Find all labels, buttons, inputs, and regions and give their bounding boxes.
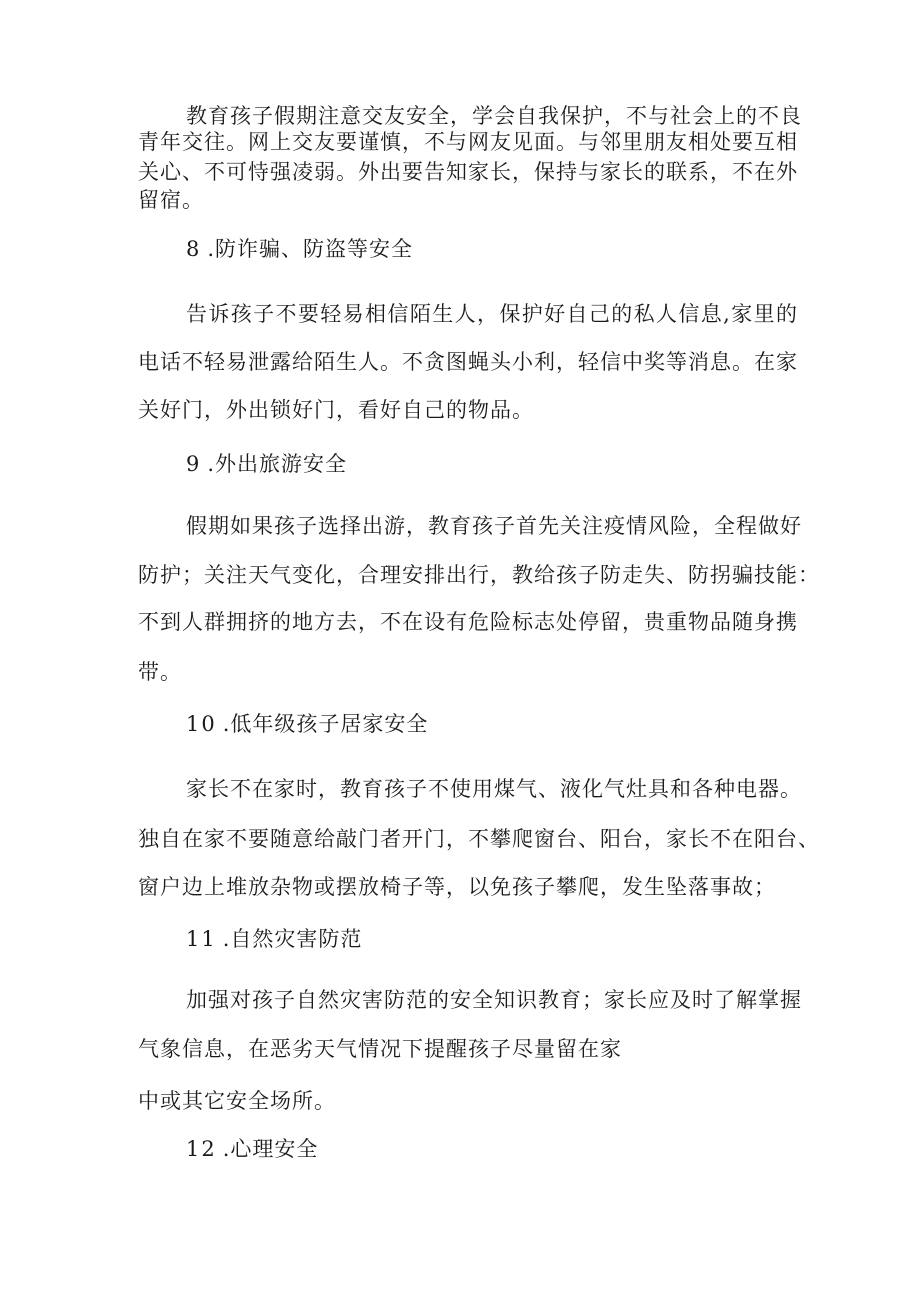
- paragraph-line: 关好门，外出锁好门，看好自己的物品。: [138, 398, 534, 422]
- paragraph-line: 气象信息，在恶劣天气情况下提醒孩子尽量留在家: [138, 1037, 622, 1061]
- paragraph-line: 家长不在家时，教育孩子不使用煤气、液化气灶具和各种电器。: [186, 777, 802, 801]
- paragraph-line: 假期如果孩子选择出游，教育孩子首先关注疫情风险，全程做好: [186, 514, 802, 538]
- paragraph-line: 不到人群拥挤的地方去，不在设有危险标志处停留，贵重物品随身携: [138, 610, 798, 634]
- section-number: 11: [186, 927, 217, 951]
- paragraph-line: 电话不轻易泄露给陌生人。不贪图蝇头小利，轻信中奖等消息。在家: [138, 350, 798, 374]
- paragraph-line: 中或其它安全场所。: [138, 1089, 336, 1113]
- section-heading-11: [186, 926, 362, 952]
- section-title: .外出旅游安全: [207, 452, 348, 476]
- section-number: 10: [186, 712, 217, 736]
- section-number: 9: [186, 452, 202, 476]
- paragraph-line: 窗户边上堆放杂物或摆放椅子等，以免孩子攀爬，发生坠落事故；: [138, 875, 776, 899]
- section-heading-9: [186, 451, 347, 477]
- paragraph-line: 教育孩子假期注意交友安全，学会自我保护，不与社会上的不良: [186, 104, 802, 128]
- section-title: .心理安全: [222, 1137, 319, 1161]
- section-heading-12: [186, 1136, 318, 1162]
- paragraph-line: 独自在家不要随意给敲门者开门，不攀爬窗台、阳台，家长不在阳台、: [138, 827, 820, 851]
- section-heading-8: [186, 236, 413, 262]
- paragraph-line: 防护；关注天气变化，合理安排出行，教给孩子防走失、防拐骗技能：: [138, 563, 820, 587]
- section-heading-10: [186, 711, 428, 737]
- section-number: 8: [186, 237, 202, 261]
- section-title: .防诈骗、防盗等安全: [207, 237, 414, 261]
- paragraph-line: 告诉孩子不要轻易相信陌生人，保护好自己的私人信息,家里的: [186, 302, 798, 326]
- paragraph-line: 青年交往。网上交友要谨慎，不与网友见面。与邻里朋友相处要互相: [138, 130, 798, 154]
- paragraph-line: 留宿。: [138, 188, 204, 212]
- section-number: 12: [186, 1137, 217, 1161]
- paragraph-line: 带。: [138, 660, 182, 684]
- section-title: .自然灾害防范: [222, 927, 363, 951]
- paragraph-line: 加强对孩子自然灾害防范的安全知识教育；家长应及时了解掌握: [186, 988, 802, 1012]
- paragraph-line: 关心、不可恃强凌弱。外出要告知家长，保持与家长的联系，不在外: [138, 160, 798, 184]
- section-title: .低年级孩子居家安全: [222, 712, 429, 736]
